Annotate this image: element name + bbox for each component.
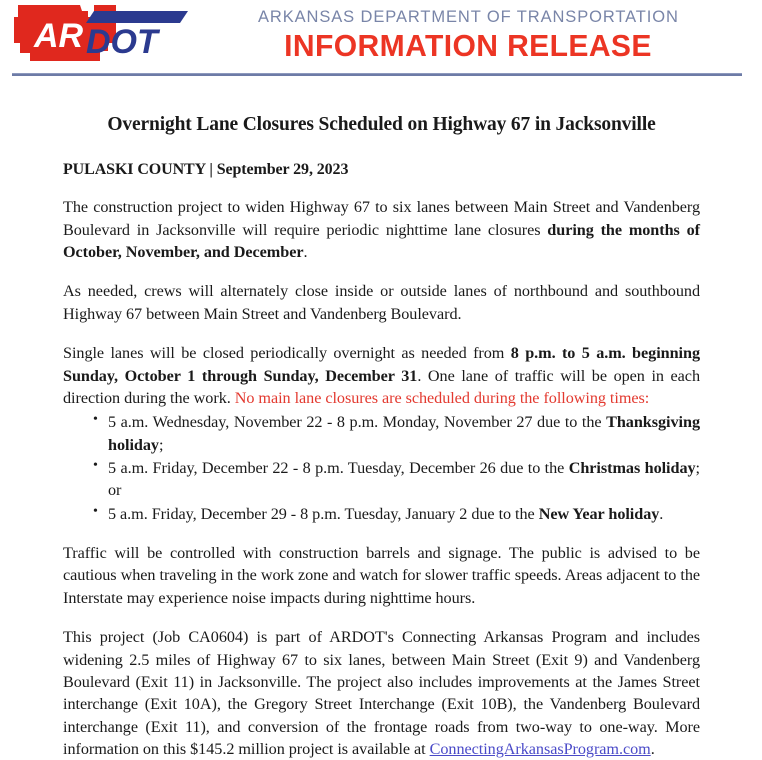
holiday-1-text-1: 5 a.m. Wednesday, November 22 - 8 p.m. Monday, November 27 due to the: [108, 413, 607, 432]
holiday-exception-list: [63, 411, 700, 525]
header-divider: [12, 73, 742, 76]
logo-dot-text: DOT: [86, 23, 158, 61]
ardot-logo: [8, 3, 193, 65]
par3-bold-hours: 8 p.m. to 5 a.m. beginning Sunday, October 1 through Sunday, December 31: [63, 344, 700, 385]
logo-ar-text: AR: [34, 17, 84, 55]
par5-text-1: This project (Job CA0604) is part of ARDOT's Connecting Arkansas Program and includes widening 2.5 miles of Highway 67 to six lanes, between Main Street (Exit 9) and Vandenberg Boulevard (Exit 11) in Jacksonville. The project also includes improvements at the James Street interchange (Exit 10A), the Gregory Street Interchange (Exit 10B), the Vandenberg Boulevard interchange (Exit 11), and conversion of the frontage roads from two-way to one-way. More information on this $145.2 million project is available at: [63, 628, 700, 758]
connecting-arkansas-program-link[interactable]: ConnectingArkansasProgram.com: [429, 739, 651, 758]
county-dateline: PULASKI COUNTY | September 29, 2023: [63, 161, 349, 179]
paragraph-traffic-control: Traffic will be controlled with construction barrels and signage. The public is advised to be cautious when traveling in the work zone and watch for slower traffic speeds. Areas adjacent to the Interstate may experience noise impacts during nighttime hours.: [63, 544, 700, 607]
holiday-3-text-1: 5 a.m. Friday, December 29 - 8 p.m. Tuesday, January 2 due to the: [108, 504, 539, 523]
par1-text-2: .: [303, 243, 308, 262]
holiday-1-text-2: ;: [158, 435, 164, 454]
par5-text-2: .: [650, 739, 655, 758]
page-header: [0, 0, 762, 86]
holiday-2-text-1: 5 a.m. Friday, December 22 - 8 p.m. Tuesday, December 26 due to the: [108, 458, 569, 477]
paragraph-project-overview: [63, 196, 700, 263]
information-release-heading: INFORMATION RELEASE: [284, 28, 652, 64]
list-item: [93, 503, 700, 525]
document-body: [0, 113, 762, 760]
paragraph-lane-closure-method: As needed, crews will alternately close inside or outside lanes of northbound and southbound Highway 67 between Main Street and Vandenberg Boulevard.: [63, 282, 700, 323]
par1-text-1: The construction project to widen Highway 67 to six lanes between Main Street and Vandenberg Boulevard in Jacksonville will require periodic nighttime lane closures: [63, 198, 700, 239]
holiday-3-bold: New Year holiday: [538, 504, 660, 523]
header-title-block: [258, 8, 678, 64]
holiday-1-bold: Thanksgiving holiday: [108, 413, 700, 454]
page-title: Overnight Lane Closures Scheduled on Highway 67 in Jacksonville: [107, 114, 656, 135]
par3-text-1: Single lanes will be closed periodically overnight as needed from: [63, 344, 511, 363]
holiday-2-text-2: ; or: [108, 458, 700, 500]
par1-bold-months: during the months of October, November, and December: [63, 220, 700, 262]
holiday-2-bold: Christmas holiday: [568, 458, 696, 477]
paragraph-closure-schedule: [63, 342, 700, 409]
department-name: ARKANSAS DEPARTMENT OF TRANSPORTATION: [258, 8, 679, 26]
logo-swoosh: [86, 11, 188, 23]
list-item: [93, 411, 700, 456]
paragraph-project-details: [63, 626, 700, 760]
list-item: [93, 457, 700, 502]
holiday-3-text-2: .: [659, 504, 664, 523]
par3-red-notice: No main lane closures are scheduled during the following times:: [234, 388, 650, 407]
par3-text-2: . One lane of traffic will be open in each direction during the work.: [63, 366, 700, 407]
